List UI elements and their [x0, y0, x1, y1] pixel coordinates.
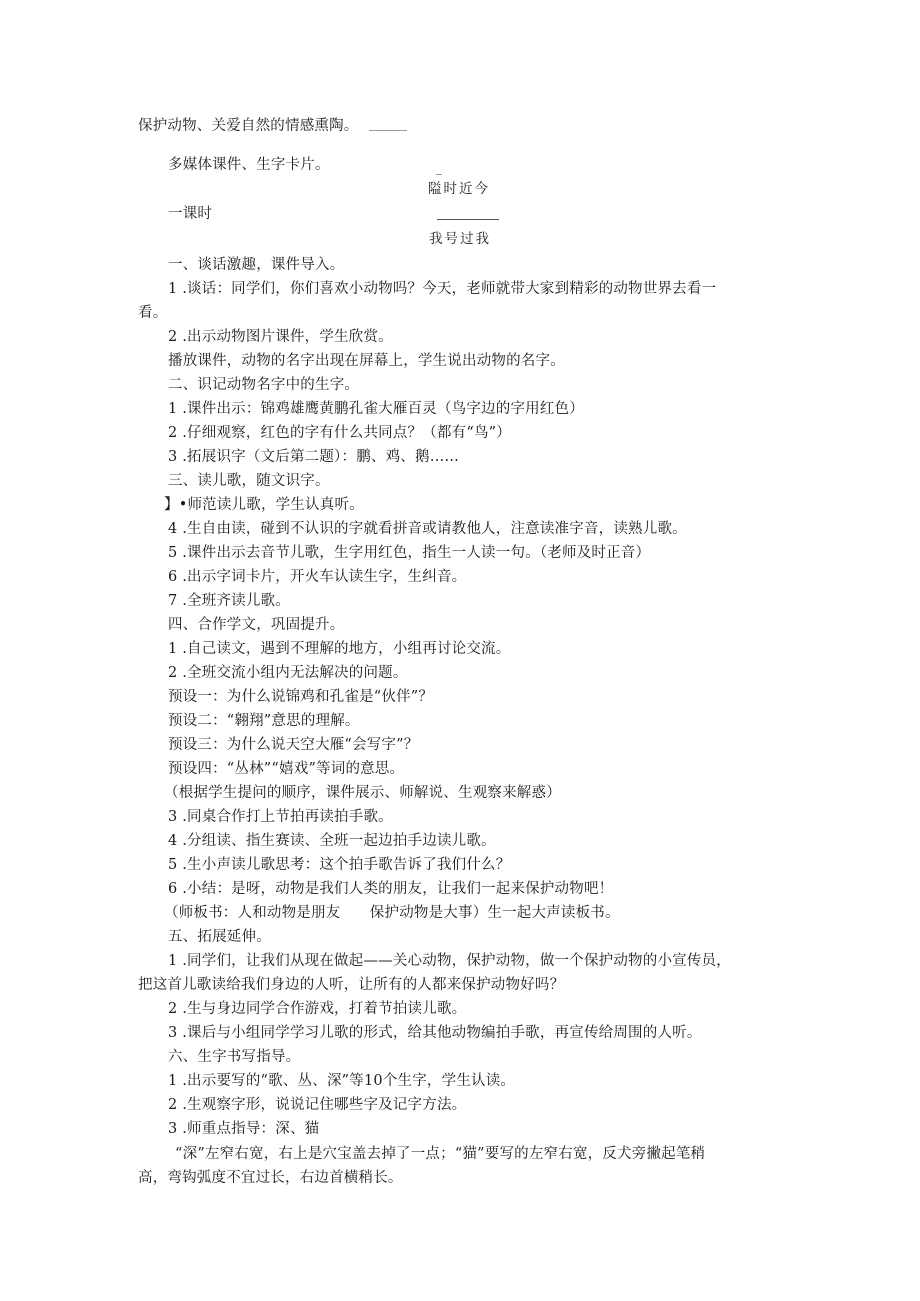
- body-line: 5 .课件出示去音节儿歌，生字用红色，指生一人读一句。（老师及时正音）: [168, 545, 651, 561]
- body-line: 看。: [138, 305, 168, 321]
- body-line: 2 .仔细观察，红色的字有什么共同点？（都有“鸟”）: [168, 425, 511, 441]
- body-line: 】•师范读儿歌，学生认真听。: [164, 497, 364, 513]
- body-line: 三、读儿歌，随文识字。: [168, 473, 330, 489]
- body-line: 2 .生观察字形，说说记住哪些字及记字方法。: [168, 1097, 467, 1113]
- body-line: 1 .谈话：同学们，你们喜欢小动物吗？今天，老师就带大家到精彩的动物世界去看一: [168, 281, 717, 297]
- body-line: 2 .出示动物图片课件，学生欣赏。: [168, 329, 393, 345]
- body-line: 预设四：“丛林”“嬉戏”等词的意思。: [168, 761, 405, 777]
- body-line: （根据学生提问的顺序，课件展示、师解说、生观察来解惑）: [164, 785, 561, 801]
- body-line: 六、生字书写指导。: [168, 1049, 301, 1065]
- body-line: 1 .同学们，让我们从现在做起——关心动物，保护动物，做一个保护动物的小宣传员，: [168, 953, 731, 969]
- blank-underline: [369, 130, 407, 131]
- goal-line: 保护动物、关爱自然的情感熏陶。: [138, 118, 359, 134]
- body-line: 把这首儿歌读给我们身边的人听，让所有的人都来保护动物好吗？: [138, 977, 565, 993]
- body-line: 3 .师重点指导：深、猫: [168, 1121, 320, 1137]
- body-line: 1 .出示要写的“歌、丛、深”等10个生字，学生认读。: [168, 1073, 516, 1089]
- side-dash: _: [436, 161, 443, 175]
- body-line: 4 .生自由读，碰到不认识的字就看拼音或请教他人，注意读准字音，读熟儿歌。: [168, 521, 687, 537]
- body-line: 预设一：为什么说锦鸡和孔雀是“伙伴”？: [168, 689, 434, 705]
- side-note-2: 我号过我: [429, 231, 491, 247]
- body-line: “深”左窄右宽，右上是穴宝盖去掉了一点；“猫”要写的左窄右宽，反犬旁撇起笔稍: [175, 1146, 706, 1162]
- body-line: 二、识记动物名字中的生字。: [168, 377, 360, 393]
- body-line: 4 .分组读、指生赛读、全班一起边拍手边读儿歌。: [168, 833, 496, 849]
- body-line: （师板书：人和动物是朋友 保护动物是大事）生一起大声读板书。: [164, 905, 620, 921]
- body-line: 3 .课后与小组同学学习儿歌的形式，给其他动物编拍手歌，再宣传给周围的人听。: [168, 1025, 702, 1041]
- body-line: 1 .课件出示：锦鸡雄鹰黄鹏孔雀大雁百灵（鸟字边的字用红色）: [168, 401, 584, 417]
- side-underline: [437, 219, 499, 220]
- body-line: 3 .拓展识字（文后第二题）：鹏、鸡、鹅……: [168, 449, 460, 465]
- body-line: 2 .生与身边同学合作游戏，打着节拍读儿歌。: [168, 1001, 467, 1017]
- body-line: 7 .全班齐读儿歌。: [168, 593, 290, 609]
- body-line: 3 .同桌合作打上节拍再读拍手歌。: [168, 809, 393, 825]
- body-line: 6 .出示字词卡片，开火车认读生字，生纠音。: [168, 569, 467, 585]
- body-line: 预设三：为什么说天空大雁“会写字”？: [168, 737, 419, 753]
- body-line: 1 .自己读文，遇到不理解的地方，小组再讨论交流。: [168, 641, 511, 657]
- body-line: 一、谈话激趣，课件导入。: [168, 257, 345, 273]
- body-line: 2 .全班交流小组内无法解决的问题。: [168, 665, 408, 681]
- side-note-1: 隘时近今: [428, 181, 490, 197]
- body-line: 五、拓展延伸。: [168, 929, 271, 945]
- body-line: 6 .小结：是呀，动物是我们人类的朋友，让我们一起来保护动物吧！: [168, 881, 614, 897]
- period-line: 一课时: [168, 206, 213, 222]
- body-line: 四、合作学文，巩固提升。: [168, 617, 345, 633]
- materials-line: 多媒体课件、生字卡片。: [168, 157, 330, 173]
- body-line: 5 .生小声读儿歌思考：这个拍手歌告诉了我们什么？: [168, 857, 511, 873]
- body-line: 预设二：“翱翔”意思的理解。: [168, 713, 360, 729]
- body-line: 高，弯钩弧度不宜过长，右边首横稍长。: [138, 1170, 403, 1186]
- body-line: 播放课件，动物的名字出现在屏幕上，学生说出动物的名字。: [168, 353, 565, 369]
